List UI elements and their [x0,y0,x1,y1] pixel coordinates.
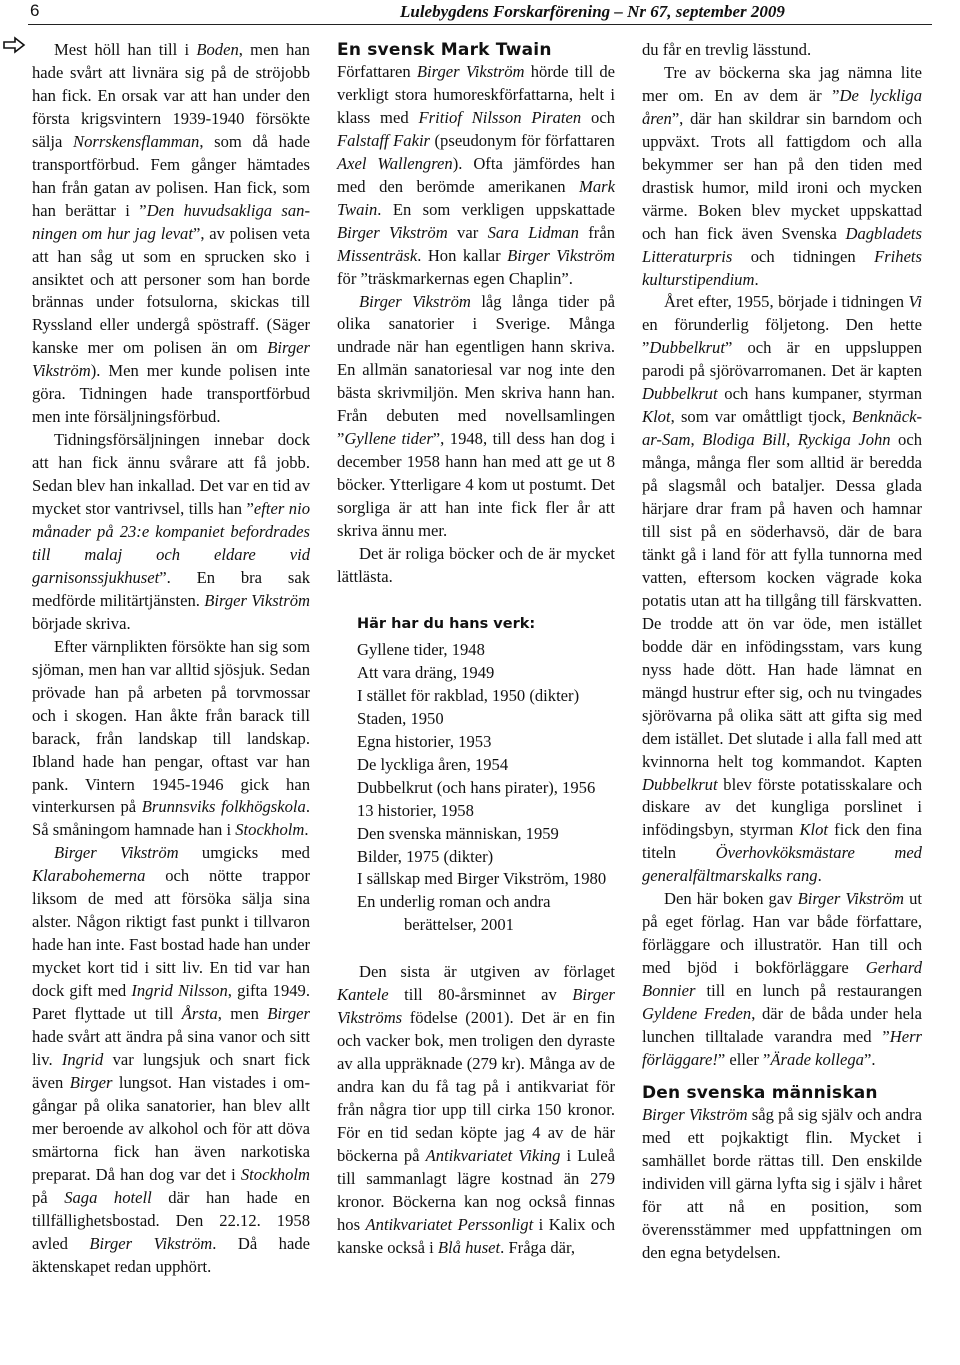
paragraph: Birger Vikström låg långa tider på olika sanatorier i Sverige. Många undrade när han egentligen hann skriva. En allmän sanatoriesal var nog inte den bästa skrivmiljön. Men skriva hann han. Från debuten med novellsamlingen ”Gyllene tider”, 1948, till dess han dog i december 1958 hann han med att ge ut 8 böcker. Ytterligare 4 kom ut postumt. Det sorgliga är att han inte fick fler år att skriva ännu mer. [337,291,615,541]
paragraph: Birger Vikström umgicks med Klarabohemerna och nötte trappor liksom de med att försöka sälja sina alster. Någon riktigt fast punkt i tillvaron hade han inte. Fast bostad hade han under mycket kort tid i sitt liv. En tid var han dock gift med Ingrid Nilsson, gifta 1949. Paret flyttade ut till Årsta, men Birger hade svårt att ändra på sina vanor och sitt liv. Ingrid var lungsjuk och snart fick även Birger lungsot. Han vistades i omgångar på olika sanatorier, han blev allt mer beroende av alkohol och för att döva smärtorna fick han även narkotiska preparat. Då han dog var det i Stockholm på Saga hotell där han hade en tillfällighetsbostad. Den 22.12. 1958 avled Birger Vikström. Då hade äktenskapet redan upphört. [32,843,311,1276]
page-number: 6 [30,1,40,20]
arrow-right-icon [2,36,26,54]
list-item: Dubbelkrut (och hans pirater), 1956 [357,777,596,797]
paragraph: Birger Vikström såg på sig själv och andra med ett pojkaktigt flin. Mycket i samhället borde rättas till. Den enskilde individen vill gärna lyfta sig i själv i håret för att nå en position, som överensstämmer med uppfattningen om den egna betydelsen. [642,1104,923,1262]
list-item: Gyllene tider, 1948 [357,639,485,659]
list-item: 13 historier, 1958 [357,800,474,820]
list-item: Egna historier, 1953 [357,731,492,751]
column-3 [642,39,922,1265]
paragraph: Den här boken gav Birger Vikström ut på eget förlag. Han var både författare, förläggare och illustratör. Han till och med bjöd i bokförläggare Gerhard Bonnier till en lunch på restaurangen Gyldene Freden, där de båda under hela lunchen tilltalade varandra med ”Herr förläggare!” eller ”Ärade kollega”. [642,889,923,1069]
paragraph: Året efter, 1955, började i tidningen Vi en förunderlig följetong. Den hette ”Dubbelkrut” och är en uppsluppen parodi på sjörövarromanen. Det är kapten Dubbelkrut och hans kumpaner, styrman Klot, som var omåttligt tjock, Benknäckar-Sam, Blodiga Bill, Ryckiga John och många, många fler som alltid är beredda på slagsmål och bataljer. Dessa glada härjare drar fram på haven och hamnar till sist på en söderhavsö, där de bara tänkt gå i land för att fylla tunnorna med vatten, eftersom kocken vägrade koka potatis utan att ha tillgång till färskvatten. De trodde att ön var öde, men istället bodde där en infödingsstam, vars kung nyss hade dött. Han hade lämnat en mängd hustrur efter sig, och nu tvingades sjörövarna på olika sätt att gifta sig med dem istället. Det slutade i alla fall med att kvinnorna helt tog kommandot. Kapten Dubbelkrut blev förste potatisskalare och diskare av det kungliga porslinet i infödingsbyn, styrman Klot fick den fina titeln Överhovköksmästare med generalfältmarskalks rang. [642,292,923,886]
list-item: Den svenska människan, 1959 [357,823,559,843]
paragraph: Efter värnplikten försökte han sig som sjöman, men han var alltid sjösjuk. Sedan prövade han på arbeten på torvmossar och i skogen. Han åkte från barack till barack, från landskap till landskap. Ibland hade han pengar, oftast var han pank. Vintern 1945-1946 gick han vinterkursen på Brunnsviks folkhögskola. Så småningom hamnade han i Stockholm. [32,636,310,840]
column-1 [32,39,310,1278]
list-item: En underlig roman och andra berättelser, 2001 [357,892,551,935]
spacer [337,937,615,961]
paragraph: Det är roliga böcker och de är mycket lättlästa. [337,544,615,586]
list-item: Att vara dräng, 1949 [357,662,495,682]
works-list-title: Här har du hans verk: [357,615,536,632]
spacer [642,1072,922,1082]
list-item: De lyckliga åren, 1954 [357,754,509,774]
list-item: Staden, 1950 [357,708,444,728]
list-item: I stället för rakblad, 1950 (dikter) [357,685,580,705]
paragraph: Tre av böckerna ska jag nämna lite mer om. En av dem är ”De lyckliga åren”, där han skildrar sin barndom och uppväxt. Trots all fattigdom och alla bekymmer ser han på den tiden med drastisk humor, mild ironi och mycken värme. Boken blev mycket uppskattad och han fick även Svenska Dagbladets Litteraturpris och tidningen Frihets kulturstipendium. [642,62,922,289]
paragraph: Författaren Birger Vikström hörde till de verkligt stora humoreskförfattarna, helt i klass med Fritiof Nilsson Piraten och Falstaff Fakir (pseudonym för författaren Axel Wallengren). Ofta jämfördes han med den berömde amerikanen Mark Twain. En som verkligen uppskattade Birger Vikström var Sara Lidman från Missenträsk. Hon kallar Birger Vikström för ”träskmarkernas egen Chaplin”. [337,62,616,288]
list-item: Bilder, 1975 (dikter) [357,846,494,866]
section-title: Den svenska människan [642,1082,878,1103]
column-2 [337,39,615,1260]
running-head: Lulebygdens Forskarförening – Nr 67, september 2009 [400,2,785,21]
page-header [0,0,960,24]
paragraph: Tidningsförsäljningen innebar dock att han fick ännu svårare att få jobb. Sedan blev han inkallad. Det var en tid av mycket stor vantrivsel, tills han ”efter nio månader på 23:e kompaniet befordrades till malaj och eldare vid garnisonssjukhuset”. En bra sak medförde militärtjänsten. Birger Vikström började skriva. [32,430,311,633]
works-list [357,639,615,937]
paragraph: Mest höll han till i Boden, men han hade svårt att livnära sig på de ströjobb han fick. En orsak var att han under den första krigsvintern 1939-1940 försökte sälja Norrskensflamman, som då hade transportförbud. Fem gånger hämtades han från gatan av polisen. Han fick, som han berättar i ”Den huvudsakliga sanningen om hur jag levat”, av polisen veta att han såg ut som en sprucken sko i ansiktet och att personer som han borde brännas under fotsulorna, skickas till Ryssland eller undergå spöstraff. (Säger kanske mer om polisen än om Birger Vikström). Men mer kunde polisen inte göra. Tidningen hade transportförbud men inte försäljningsförbud. [32,40,310,427]
paragraph: du får en trevlig lässtund. [642,40,812,59]
list-item: I sällskap med Birger Vikström, 1980 [357,869,607,889]
section-title: En svensk Mark Twain [337,40,552,60]
paragraph: Den sista är utgiven av förlaget Kantele till 80-årsminnet av Birger Vikströms födelse (2001). Det är en fin och vacker bok, men troligen den dyraste av alla uppräknade (279 kr). Många av de andra kan du få tag på i antikvariat för från några tior upp till cirka 150 kronor. För en tid sedan köpte jag 4 av de här böckerna på Antikvariatet Viking i Luleå till sammanlagt lägre kostnad än 279 kronor. Böckerna kan nog också finnas hos Antikvariatet Perssonligt i Kalix och kanske också i Blå huset. Fråga där, [337,962,615,1257]
header-rule [28,24,932,25]
